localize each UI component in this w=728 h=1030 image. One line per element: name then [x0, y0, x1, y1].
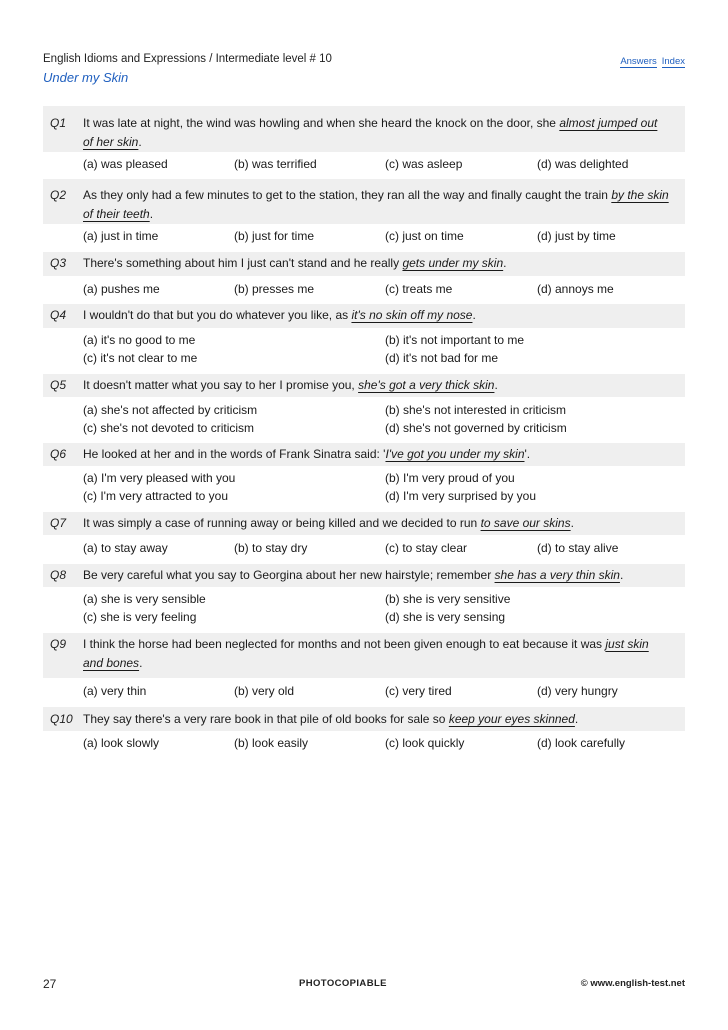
idiom: keep your eyes skinned [448, 712, 575, 726]
question-text-continued: and bones. [83, 656, 143, 670]
answer-options-10 [43, 731, 685, 759]
option-a[interactable]: (a) look slowly [83, 736, 160, 750]
question-number: Q2 [50, 188, 67, 202]
idiom: just skin [605, 637, 649, 651]
option-a[interactable]: (a) it's no good to me [83, 333, 196, 347]
option-d[interactable]: (d) it's not bad for me [385, 351, 499, 365]
option-d[interactable]: (d) she is very sensing [385, 610, 506, 624]
answer-options-3 [43, 276, 685, 304]
question-number: Q8 [50, 568, 67, 582]
question-1 [43, 106, 685, 152]
answer-options-4 [43, 328, 685, 374]
option-b[interactable]: (b) just for time [234, 229, 315, 243]
page-footer [43, 977, 685, 991]
question-number: Q10 [50, 712, 73, 726]
option-a[interactable]: (a) just in time [83, 229, 159, 243]
copyright-notice: © www.english-test.net [580, 978, 685, 989]
question-text: It was late at night, the wind was howling and when she heard the knock on the door, she almost jumped out [83, 116, 658, 130]
question-10 [43, 707, 685, 731]
idiom: almost jumped out [559, 116, 658, 130]
idiom: of her skin [83, 135, 139, 149]
option-c[interactable]: (c) to stay clear [385, 541, 468, 555]
option-d[interactable]: (d) was delighted [537, 157, 629, 171]
header-links [615, 56, 685, 67]
question-2 [43, 179, 685, 224]
option-b[interactable]: (b) to stay dry [234, 541, 308, 555]
option-c[interactable]: (c) it's not clear to me [83, 351, 198, 365]
idiom: and bones [83, 656, 140, 670]
question-text: They say there's a very rare book in that pile of old books for sale so keep your eyes skinned. [83, 712, 579, 726]
option-a[interactable]: (a) she is very sensible [83, 592, 206, 606]
option-c[interactable]: (c) just on time [385, 229, 464, 243]
answer-options-8 [43, 587, 685, 633]
option-b[interactable]: (b) she's not interested in criticism [385, 403, 567, 417]
option-d[interactable]: (d) I'm very surprised by you [385, 489, 537, 503]
page-title: Under my Skin [43, 70, 129, 85]
question-number: Q9 [50, 637, 67, 651]
option-c[interactable]: (c) very tired [385, 684, 452, 698]
option-d[interactable]: (d) look carefully [537, 736, 626, 750]
question-text: As they only had a few minutes to get to the station, they ran all the way and finally caught the train by the skin [83, 188, 669, 202]
option-c[interactable]: (c) she is very feeling [83, 610, 197, 624]
option-d[interactable]: (d) annoys me [537, 282, 614, 296]
option-b[interactable]: (b) very old [234, 684, 295, 698]
option-a[interactable]: (a) to stay away [83, 541, 168, 555]
question-number: Q1 [50, 116, 67, 130]
question-text: It doesn't matter what you say to her I promise you, she's got a very thick skin. [83, 378, 498, 392]
index-link[interactable]: Index [661, 56, 685, 67]
question-4 [43, 304, 685, 328]
question-7 [43, 512, 685, 535]
option-a[interactable]: (a) she's not affected by criticism [83, 403, 258, 417]
option-c[interactable]: (c) I'm very attracted to you [83, 489, 229, 503]
question-9 [43, 633, 685, 678]
option-b[interactable]: (b) presses me [234, 282, 315, 296]
option-c[interactable]: (c) was asleep [385, 157, 463, 171]
idiom: by the skin [611, 188, 669, 202]
answer-options-7 [43, 535, 685, 564]
question-list [43, 106, 685, 759]
question-text-continued: of their teeth. [83, 207, 154, 221]
idiom: gets under my skin [402, 256, 504, 270]
answer-options-1 [43, 152, 685, 179]
option-c[interactable]: (c) look quickly [385, 736, 465, 750]
answers-link[interactable]: Answers [620, 56, 657, 67]
question-text-continued: of her skin. [83, 135, 142, 149]
option-d[interactable]: (d) just by time [537, 229, 616, 243]
option-b[interactable]: (b) look easily [234, 736, 309, 750]
idiom: to save our skins [480, 516, 571, 530]
option-d[interactable]: (d) she's not governed by criticism [385, 421, 567, 435]
question-text: Be very careful what you say to Georgina about her new hairstyle; remember she has a very thin skin. [83, 568, 624, 582]
idiom: she's got a very thick skin [358, 378, 495, 392]
question-3 [43, 252, 685, 276]
question-number: Q5 [50, 378, 67, 392]
answer-options-9 [43, 678, 685, 707]
question-number: Q7 [50, 516, 67, 530]
option-d[interactable]: (d) very hungry [537, 684, 618, 698]
question-text: It was simply a case of running away or being killed and we decided to run to save our skins. [83, 516, 574, 530]
question-6 [43, 443, 685, 466]
question-8 [43, 564, 685, 587]
answer-options-2 [43, 224, 685, 252]
breadcrumb: English Idioms and Expressions / Intermediate level # 10 [43, 53, 332, 65]
answer-options-6 [43, 466, 685, 512]
question-5 [43, 374, 685, 397]
option-b[interactable]: (b) was terrified [234, 157, 317, 171]
option-b[interactable]: (b) it's not important to me [385, 333, 525, 347]
idiom: I've got you under my skin [385, 447, 525, 461]
option-b[interactable]: (b) I'm very proud of you [385, 471, 515, 485]
option-c[interactable]: (c) she's not devoted to criticism [83, 421, 255, 435]
option-c[interactable]: (c) treats me [385, 282, 453, 296]
answer-options-5 [43, 397, 685, 443]
question-text: He looked at her and in the words of Frank Sinatra said: 'I've got you under my skin'. [83, 447, 531, 461]
idiom: of their teeth [83, 207, 150, 221]
idiom: it's no skin off my nose [351, 308, 473, 322]
question-text: I think the horse had been neglected for months and not been given enough to eat because it was just skin [83, 637, 649, 651]
question-text: I wouldn't do that but you do whatever you like, as it's no skin off my nose. [83, 308, 476, 322]
option-b[interactable]: (b) she is very sensitive [385, 592, 511, 606]
question-text: There's something about him I just can't stand and he really gets under my skin. [83, 256, 507, 270]
option-a[interactable]: (a) I'm very pleased with you [83, 471, 236, 485]
photocopiable-label: PHOTOCOPIABLE [299, 978, 387, 989]
question-number: Q4 [50, 308, 67, 322]
option-a[interactable]: (a) was pleased [83, 157, 168, 171]
question-number: Q6 [50, 447, 67, 461]
option-a[interactable]: (a) pushes me [83, 282, 160, 296]
idiom: she has a very thin skin [494, 568, 620, 582]
option-d[interactable]: (d) to stay alive [537, 541, 619, 555]
option-a[interactable]: (a) very thin [83, 684, 147, 698]
page-number: 27 [43, 977, 57, 991]
page-header [43, 53, 685, 69]
question-number: Q3 [50, 256, 67, 270]
